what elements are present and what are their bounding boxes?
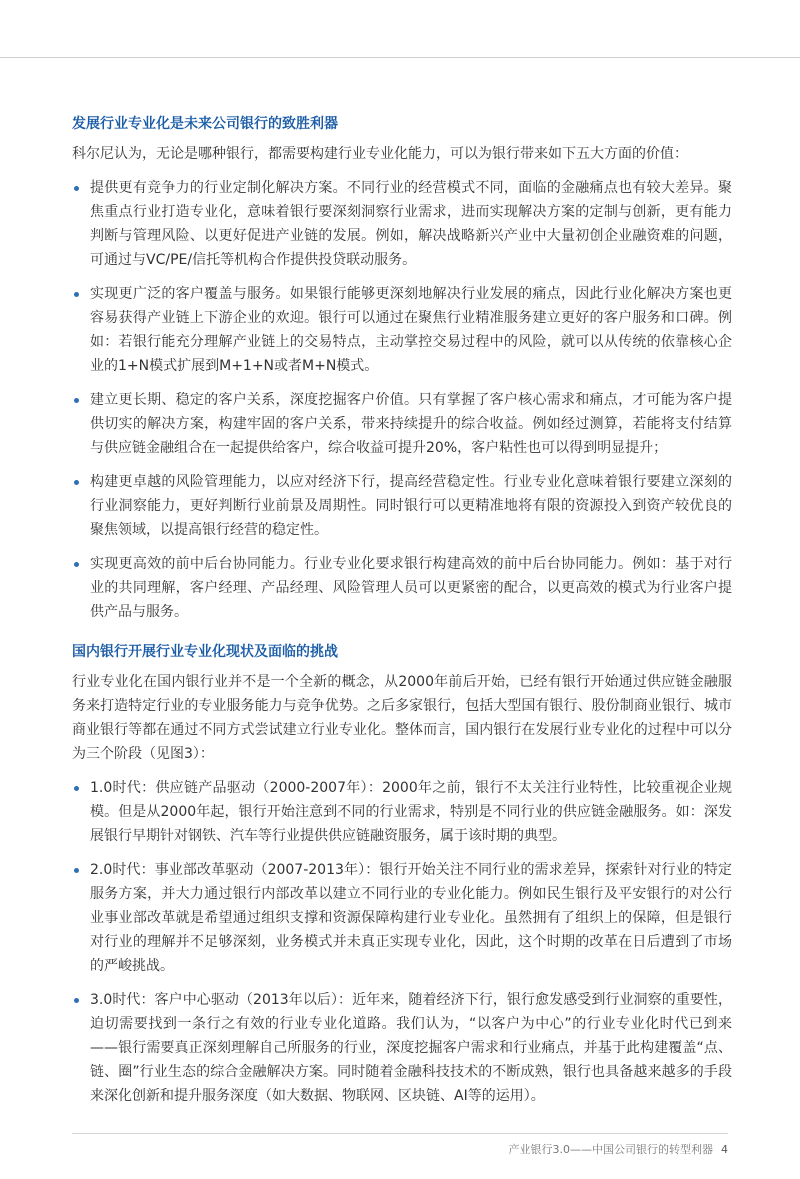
bullet-icon (74, 480, 79, 485)
section-2-bullet-list (72, 776, 732, 1108)
list-item: 实现更广泛的客户覆盖与服务。如果银行能够更深刻地解决行业发展的痛点，因此行业化解决方案也更容易获得产业链上下游企业的欢迎。银行可以通过在聚焦行业精准服务建立更好的客户服务和口碑。例如：若银行能充分理解产业链上的交易特点，主动掌控交易过程中的风险，就可以从传统的依靠核心企业的1+N模式扩展到M+1+N或者M+N模式。 (72, 282, 732, 378)
section-1-bullet-list (72, 176, 732, 624)
bullet-icon (74, 398, 79, 403)
page-footer (509, 1141, 729, 1157)
list-item: 1.0时代：供应链产品驱动（2000-2007年）：2000年之前，银行不太关注行业特性，比较重视企业规模。但是从2000年起，银行开始注意到不同的行业需求，特别是不同行业的供应链金融服务。如：深发展银行早期针对钢铁、汽车等行业提供供应链融资服务，属于该时期的典型。 (72, 776, 732, 848)
bullet-icon (74, 998, 79, 1003)
footer-divider (72, 1133, 728, 1134)
page-number: 4 (721, 1143, 728, 1156)
section-heading-2: 国内银行开展行业专业化现状及面临的挑战 (72, 644, 338, 660)
article-body (72, 112, 732, 1118)
bullet-icon (74, 292, 79, 297)
list-item: 实现更高效的前中后台协同能力。行业专业化要求银行构建高效的前中后台协同能力。例如：基于对行业的共同理解，客户经理、产品经理、风险管理人员可以更紧密的配合，以更高效的模式为行业客户提供产品与服务。 (72, 552, 732, 624)
list-item: 提供更有竞争力的行业定制化解决方案。不同行业的经营模式不同，面临的金融痛点也有较大差异。聚焦重点行业打造专业化，意味着银行要深刻洞察行业需求，进而实现解决方案的定制与创新，更有能力判断与管理风险、以更好促进产业链的发展。例如，解决战略新兴产业中大量初创企业融资难的问题，可通过与VC/PE/信托等机构合作提供投贷联动服务。 (72, 176, 732, 272)
bullet-icon (74, 868, 79, 873)
bullet-icon (74, 786, 79, 791)
header-divider (0, 57, 800, 58)
bullet-icon (74, 562, 79, 567)
section-heading-1: 发展行业专业化是未来公司银行的致胜利器 (72, 116, 338, 132)
list-item: 3.0时代：客户中心驱动（2013年以后）：近年来，随着经济下行，银行愈发感受到行业洞察的重要性，迫切需要找到一条行之有效的行业专业化道路。我们认为，“以客户为中心”的行业专业化时代已到来——银行需要真正深刻理解自己所服务的行业，深度挖掘客户需求和行业痛点，并基于此构建覆盖“点、链、圈”行业生态的综合金融解决方案。同时随着金融科技技术的不断成熟，银行也具备越来越多的手段来深化创新和提升服务深度（如大数据、物联网、区块链、AI等的运用）。 (72, 988, 732, 1108)
list-item: 建立更长期、稳定的客户关系，深度挖掘客户价值。只有掌握了客户核心需求和痛点，才可能为客户提供切实的解决方案，构建牢固的客户关系，带来持续提升的综合收益。例如经过测算，若能将支付结算与供应链金融组合在一起提供给客户，综合收益可提升20%，客户粘性也可以得到明显提升； (72, 388, 732, 460)
list-item: 构建更卓越的风险管理能力，以应对经济下行，提高经营稳定性。行业专业化意味着银行要建立深刻的行业洞察能力，更好判断行业前景及周期性。同时银行可以更精准地将有限的资源投入到资产较优良的聚焦领域，以提高银行经营的稳定性。 (72, 470, 732, 542)
footer-title: 产业银行3.0——中国公司银行的转型利器 (508, 1143, 713, 1156)
bullet-icon (74, 186, 79, 191)
section-1-intro: 科尔尼认为，无论是哪种银行，都需要构建行业专业化能力，可以为银行带来如下五大方面的价值： (72, 146, 688, 162)
section-2-intro: 行业专业化在国内银行业并不是一个全新的概念，从2000年前后开始，已经有银行开始通过供应链金融服务来打造特定行业的专业服务能力与竞争优势。之后多家银行，包括大型国有银行、股份制商业银行、城市商业银行等都在通过不同方式尝试建立行业专业化。整体而言，国内银行在发展行业专业化的过程中可以分为三个阶段（见图3）： (72, 674, 732, 762)
list-item: 2.0时代：事业部改革驱动（2007-2013年）：银行开始关注不同行业的需求差异，探索针对行业的特定服务方案，并大力通过银行内部改革以建立不同行业的专业化能力。例如民生银行及平安银行的对公行业事业部改革就是希望通过组织支撑和资源保障构建行业专业化。虽然拥有了组织上的保障，但是银行对行业的理解并不足够深刻，业务模式并未真正实现专业化，因此，这个时期的改革在日后遭到了市场的严峻挑战。 (72, 858, 732, 978)
